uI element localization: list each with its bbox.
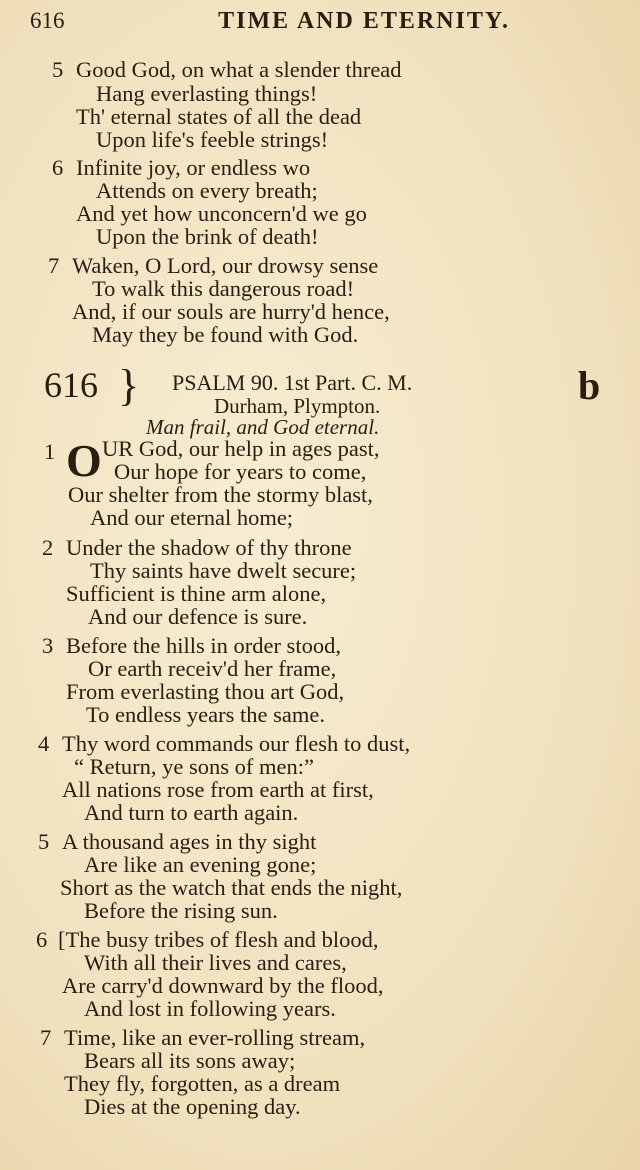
verse-line: From everlasting thou art God, — [66, 679, 345, 704]
verse-line: With all their lives and cares, — [84, 950, 347, 975]
verse-line: Before the hills in order stood, — [66, 633, 341, 658]
verse-number: 6 — [52, 155, 64, 180]
verse-line: And lost in following years. — [84, 996, 336, 1021]
verse-number: 5 — [52, 57, 64, 82]
verse-line: And yet how unconcern'd we go — [76, 201, 367, 226]
verse-number: 7 — [40, 1025, 52, 1050]
verse-line: Good God, on what a slender thread — [76, 57, 402, 82]
verse-line: Our shelter from the stormy blast, — [68, 482, 373, 507]
verse-line: Thy word commands our flesh to dust, — [62, 731, 411, 756]
tune-names: Durham, Plympton. — [214, 394, 381, 418]
verse-line: Hang everlasting things! — [96, 81, 318, 106]
verse-number: 1 — [44, 439, 56, 464]
verse-line: Before the rising sun. — [84, 898, 278, 923]
verse-line: To endless years the same. — [86, 702, 325, 727]
verse-line: They fly, forgotten, as a dream — [64, 1071, 341, 1096]
verse-line: Bears all its sons away; — [84, 1048, 296, 1073]
verse-line: Time, like an ever-rolling stream, — [64, 1025, 366, 1050]
margin-mark: b — [578, 363, 601, 408]
verse-line: Upon the brink of death! — [96, 224, 319, 249]
verse-number: 3 — [42, 633, 54, 658]
verse-line: And our eternal home; — [90, 505, 294, 530]
verse-line: [The busy tribes of flesh and blood, — [58, 927, 379, 952]
verse-number: 2 — [42, 535, 54, 560]
verse-number: 4 — [38, 731, 50, 756]
verse-line: Dies at the opening day. — [84, 1094, 301, 1119]
verse-number: 7 — [48, 253, 60, 278]
verse-line: Infinite joy, or endless wo — [76, 155, 311, 180]
verse-line: Thy saints have dwelt secure; — [90, 558, 357, 583]
page-number: 616 — [30, 8, 65, 33]
verse-line: Under the shadow of thy throne — [66, 535, 352, 560]
verse-line: Or earth receiv'd her frame, — [88, 656, 337, 681]
drop-cap: O — [66, 435, 102, 486]
verse-line: Attends on every breath; — [96, 178, 318, 203]
verse-number: 5 — [38, 829, 50, 854]
verse-line: “ Return, ye sons of men:” — [74, 754, 314, 779]
verse-line: And turn to earth again. — [84, 800, 299, 825]
verse-line: And, if our souls are hurry'd hence, — [72, 299, 390, 324]
hymn-number: 616 — [44, 365, 98, 405]
verse-line: A thousand ages in thy sight — [62, 829, 317, 854]
hymn-title: PSALM 90. 1st Part. C. M. — [172, 370, 413, 395]
verse-line: Short as the watch that ends the night, — [60, 875, 403, 900]
verse-line: Th' eternal states of all the dead — [76, 104, 362, 129]
page-header — [24, 8, 510, 40]
verse-line: Are carry'd downward by the flood, — [62, 973, 384, 998]
verse-number: 6 — [36, 927, 48, 952]
brace: } — [118, 361, 140, 410]
hymn-subject: Man frail, and God eternal. — [146, 415, 380, 439]
verse-line: UR God, our help in ages past, — [102, 436, 380, 461]
verse-line: May they be found with God. — [92, 322, 359, 347]
verse-line: Sufficient is thine arm alone, — [66, 581, 327, 606]
verse-line: Our hope for years to come, — [114, 459, 367, 484]
verse-line: Are like an evening gone; — [84, 852, 317, 877]
running-head: TIME AND ETERNITY. — [218, 8, 510, 34]
verse-line: Waken, O Lord, our drowsy sense — [72, 253, 379, 278]
verse-line: To walk this dangerous road! — [92, 276, 355, 301]
verse-line: And our defence is sure. — [88, 604, 308, 629]
verse-line: Upon life's feeble strings! — [96, 127, 329, 152]
verse-line: All nations rose from earth at first, — [62, 777, 374, 802]
